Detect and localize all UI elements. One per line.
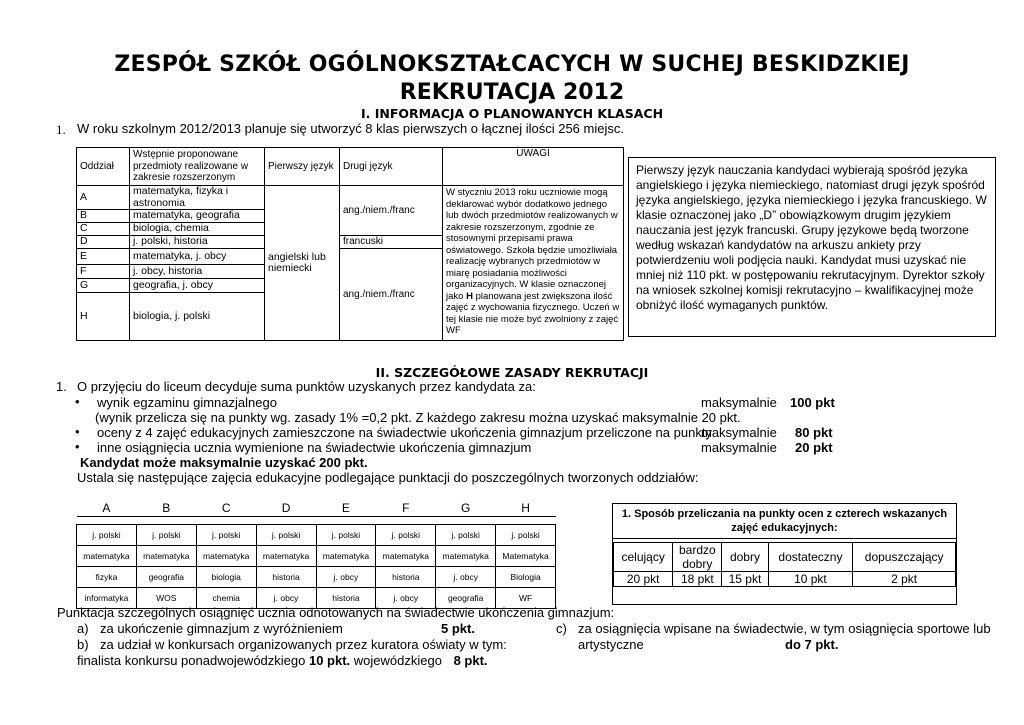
language-info-box: Pierwszy język nauczania kandydaci wybierają spośród języka angielskiego i języka niemieckiego, natomiast drugi język spośród języka angielskiego, języka niemieckiego i języka francuskiego. W klasie oznaczonej jako „D” obowiązkowym drugim językiem nauczania jest język francuski. Grupy językowe będą tworzone według wskazań kandydatów na arkuszu ankiety przy potwierdzeniu woli podjęcia nauki. Kandydat musi uzyskać nie mniej niż 110 pkt. w postępowaniu rekrutacyjnym. Dyrektor szkoły na wniosek szkolnej komisji rekrutacyjno – kwalifikacyjnej może obniżyć ilość wymaganych punktów. bbox=[628, 157, 996, 337]
table-cell: j. obcy bbox=[256, 588, 316, 609]
row-g-code: G bbox=[77, 279, 130, 293]
item-b-detail bbox=[77, 653, 488, 668]
row-f-code: F bbox=[77, 265, 130, 279]
row-d-subjects: j. polski, historia bbox=[130, 236, 265, 249]
table-cell: j. obcy bbox=[316, 567, 376, 588]
uwagi-text-2b: H bbox=[466, 290, 473, 302]
row-c-code: C bbox=[77, 223, 130, 236]
table-cell: matematyka bbox=[316, 546, 376, 567]
first-language-cell: angielski lub niemiecki bbox=[265, 186, 340, 341]
exam-result: wynik egzaminu gimnazjalnego bbox=[97, 395, 277, 410]
grade-points: 18 pkt bbox=[673, 572, 722, 587]
table-cell: j. polski bbox=[77, 525, 137, 546]
table-cell: fizyka bbox=[77, 567, 137, 588]
second-language-d: francuski bbox=[340, 236, 443, 249]
row-f-subjects: j. obcy, historia bbox=[130, 265, 265, 279]
subjects-table bbox=[76, 499, 556, 609]
achievements-intro: Punktacja szczególnych osiągnięć ucznia odnotowanych na świadectwie ukończenia gimnazjum: bbox=[57, 605, 615, 620]
grade-points: 10 pkt bbox=[768, 572, 853, 587]
exam-max-points: 100 pkt bbox=[790, 395, 835, 410]
col-h: H bbox=[496, 499, 556, 517]
table-cell: matematyka bbox=[136, 546, 196, 567]
table-cell: informatyka bbox=[77, 588, 137, 609]
row-h-subjects: biologia, j. polski bbox=[130, 293, 265, 341]
col-f: F bbox=[376, 499, 436, 517]
classes-table bbox=[76, 147, 624, 341]
section1-heading: I. INFORMACJA O PLANOWANYCH KLASACH bbox=[360, 106, 664, 121]
table-cell: j. polski bbox=[136, 525, 196, 546]
uwagi-text-2a: W klasie oznaczonej jako bbox=[446, 279, 607, 302]
page-title: ZESPÓŁ SZKÓŁ OGÓLNOKSZTAŁCACYCH W SUCHEJ BESKIDZKIEJ bbox=[114, 52, 910, 77]
grades-max-label: maksymalnie bbox=[701, 425, 777, 440]
second-language-abc: ang./niem./franc bbox=[340, 186, 443, 236]
grade-points: 20 pkt bbox=[614, 572, 673, 587]
other-max-points: 20 pkt bbox=[795, 440, 833, 455]
item-a-points: 5 pkt. bbox=[441, 621, 475, 636]
table-cell: WF bbox=[496, 588, 556, 609]
item-b-points-1: 10 pkt. bbox=[308, 653, 351, 668]
table-cell: historia bbox=[256, 567, 316, 588]
grade-label: bardzo dobry bbox=[673, 543, 722, 572]
item-c-label: c) bbox=[556, 621, 567, 636]
grades-max-points: 80 pkt bbox=[795, 425, 833, 440]
item-b-detail-mid: wojewódzkiego bbox=[350, 653, 446, 668]
item-b-points-2: 8 pkt. bbox=[453, 653, 488, 668]
row-b-code: B bbox=[77, 210, 130, 223]
row-a-code: A bbox=[77, 186, 130, 210]
table-cell: Matematyka bbox=[496, 546, 556, 567]
table-cell: matematyka bbox=[77, 546, 137, 567]
table-cell: historia bbox=[316, 588, 376, 609]
table-cell: geografia bbox=[136, 567, 196, 588]
uwagi-text: W styczniu 2013 roku uczniowie mogą deklarować wybór dodatkowo jednego lub dwóch przedmiotów realizowanych w zakresie rozszerzonym, zgodnie ze stosownymi przepisami prawa oświatowego. Szkoła będzie umożliwiała realizację wybranych przedmiotów w miarę posiadania możliwości organizacyjnych. bbox=[446, 187, 618, 290]
item-c-text-2: artystyczne bbox=[578, 637, 644, 652]
grade-label: dobry bbox=[722, 543, 768, 572]
subjects-intro: Ustala się następujące zajęcia edukacyjne podlegające punktacji do poszczególnych tworzonych oddziałów: bbox=[77, 470, 699, 485]
table-cell: matematyka bbox=[376, 546, 436, 567]
item-c-text: za osiągnięcia wpisane na świadectwie, w tym osiągnięcia sportowe lub bbox=[578, 621, 991, 636]
item-a-text: za ukończenie gimnazjum z wyróżnieniem bbox=[100, 621, 343, 636]
table-cell: j. polski bbox=[376, 525, 436, 546]
max-total: Kandydat może maksymalnie uzyskać 200 pkt. bbox=[80, 455, 368, 470]
grade-label: celujący bbox=[614, 543, 673, 572]
table-cell: chemia bbox=[196, 588, 256, 609]
row-b-subjects: matematyka, geografia bbox=[130, 210, 265, 223]
table-cell: geografia bbox=[436, 588, 496, 609]
item-b-label: b) bbox=[77, 637, 89, 652]
row-e-code: E bbox=[77, 249, 130, 265]
exam-max-label: maksymalnie bbox=[701, 395, 777, 410]
table-cell: matematyka bbox=[436, 546, 496, 567]
item-c-points: do 7 pkt. bbox=[785, 637, 839, 652]
grade-label: dostateczny bbox=[768, 543, 853, 572]
item-text: W roku szkolnym 2012/2013 planuje się utworzyć 8 klas pierwszych o łącznej ilości 256 miejsc. bbox=[77, 121, 624, 136]
second-language-efgh: ang./niem./franc bbox=[340, 249, 443, 341]
header-uwagi: UWAGI bbox=[443, 148, 624, 186]
row-g-subjects: geografia, j. obcy bbox=[130, 279, 265, 293]
section2-heading: II. SZCZEGÓŁOWE ZASADY REKRUTACJI bbox=[375, 365, 649, 380]
table-cell: j. obcy bbox=[376, 588, 436, 609]
bullet-icon: • bbox=[75, 394, 80, 409]
table-cell: j. obcy bbox=[436, 567, 496, 588]
exam-conversion-note: (wynik przelicza się na punkty wg. zasady 1% =0,2 pkt. Z każdego zakresu można uzyskać maksymalnie 20 pkt. bbox=[95, 410, 741, 425]
item-number: 1. bbox=[56, 122, 66, 137]
col-b: B bbox=[136, 499, 196, 517]
table-cell: j. polski bbox=[196, 525, 256, 546]
uwagi-text-2c: planowana jest zwiększona ilość zajęć z wychowania fizycznego. Uczeń w tej klasie nie może być zwolniony z zajęć WF bbox=[446, 290, 620, 336]
bullet-icon: • bbox=[75, 439, 80, 454]
rules-number: 1. bbox=[56, 379, 67, 394]
table-cell: j. polski bbox=[256, 525, 316, 546]
col-g: G bbox=[436, 499, 496, 517]
table-cell: matematyka bbox=[196, 546, 256, 567]
item-b-detail-text: finalista konkursu ponadwojewódzkiego bbox=[77, 653, 309, 668]
grade-points: 2 pkt bbox=[853, 572, 956, 587]
table-cell: WOS bbox=[136, 588, 196, 609]
table-cell: historia bbox=[376, 567, 436, 588]
header-subjects: Wstępnie proponowane przedmioty realizowane w zakresie rozszerzonym bbox=[130, 148, 265, 186]
grade-conversion-table bbox=[613, 542, 956, 587]
row-h-code: H bbox=[77, 293, 130, 341]
item-b-text: za udział w konkursach organizowanych przez kuratora oświaty w tym: bbox=[100, 637, 507, 652]
table-cell: j. polski bbox=[496, 525, 556, 546]
col-c: C bbox=[196, 499, 256, 517]
row-e-subjects: matematyka, j. obcy bbox=[130, 249, 265, 265]
other-max-label: maksymalnie bbox=[701, 440, 777, 455]
row-d-code: D bbox=[77, 236, 130, 249]
page-subtitle: REKRUTACJA 2012 bbox=[399, 80, 625, 105]
header-oddzial: Oddział bbox=[77, 148, 130, 186]
col-a: A bbox=[77, 499, 137, 517]
header-first-language: Pierwszy język bbox=[265, 148, 340, 186]
col-d: D bbox=[256, 499, 316, 517]
bullet-icon: • bbox=[75, 424, 80, 439]
grade-conversion-box bbox=[612, 503, 957, 605]
table-cell: j. polski bbox=[436, 525, 496, 546]
table-cell: Biologia bbox=[496, 567, 556, 588]
table-cell: biologia bbox=[196, 567, 256, 588]
row-c-subjects: biologia, chemia bbox=[130, 223, 265, 236]
grade-conversion-heading: 1. Sposób przeliczania na punkty ocen z czterech wskazanych zajęć edukacyjnych: bbox=[613, 504, 956, 539]
grades-result: oceny z 4 zajęć edukacyjnych zamieszczone na świadectwie ukończenia gimnazjum przeliczone na punkty bbox=[97, 425, 712, 440]
col-e: E bbox=[316, 499, 376, 517]
row-a-subjects: matematyka, fizyka i astronomia bbox=[130, 186, 265, 210]
rules-intro: O przyjęciu do liceum decyduje suma punktów uzyskanych przez kandydata za: bbox=[77, 379, 536, 394]
grade-points: 15 pkt bbox=[722, 572, 768, 587]
table-cell: j. polski bbox=[316, 525, 376, 546]
grade-label: dopuszczający bbox=[853, 543, 956, 572]
item-a-label: a) bbox=[77, 621, 89, 636]
other-achievements: inne osiągnięcia ucznia wymienione na świadectwie ukończenia gimnazjum bbox=[97, 440, 532, 455]
header-second-language: Drugi język bbox=[340, 148, 443, 186]
uwagi-cell bbox=[443, 186, 624, 341]
table-cell: matematyka bbox=[256, 546, 316, 567]
